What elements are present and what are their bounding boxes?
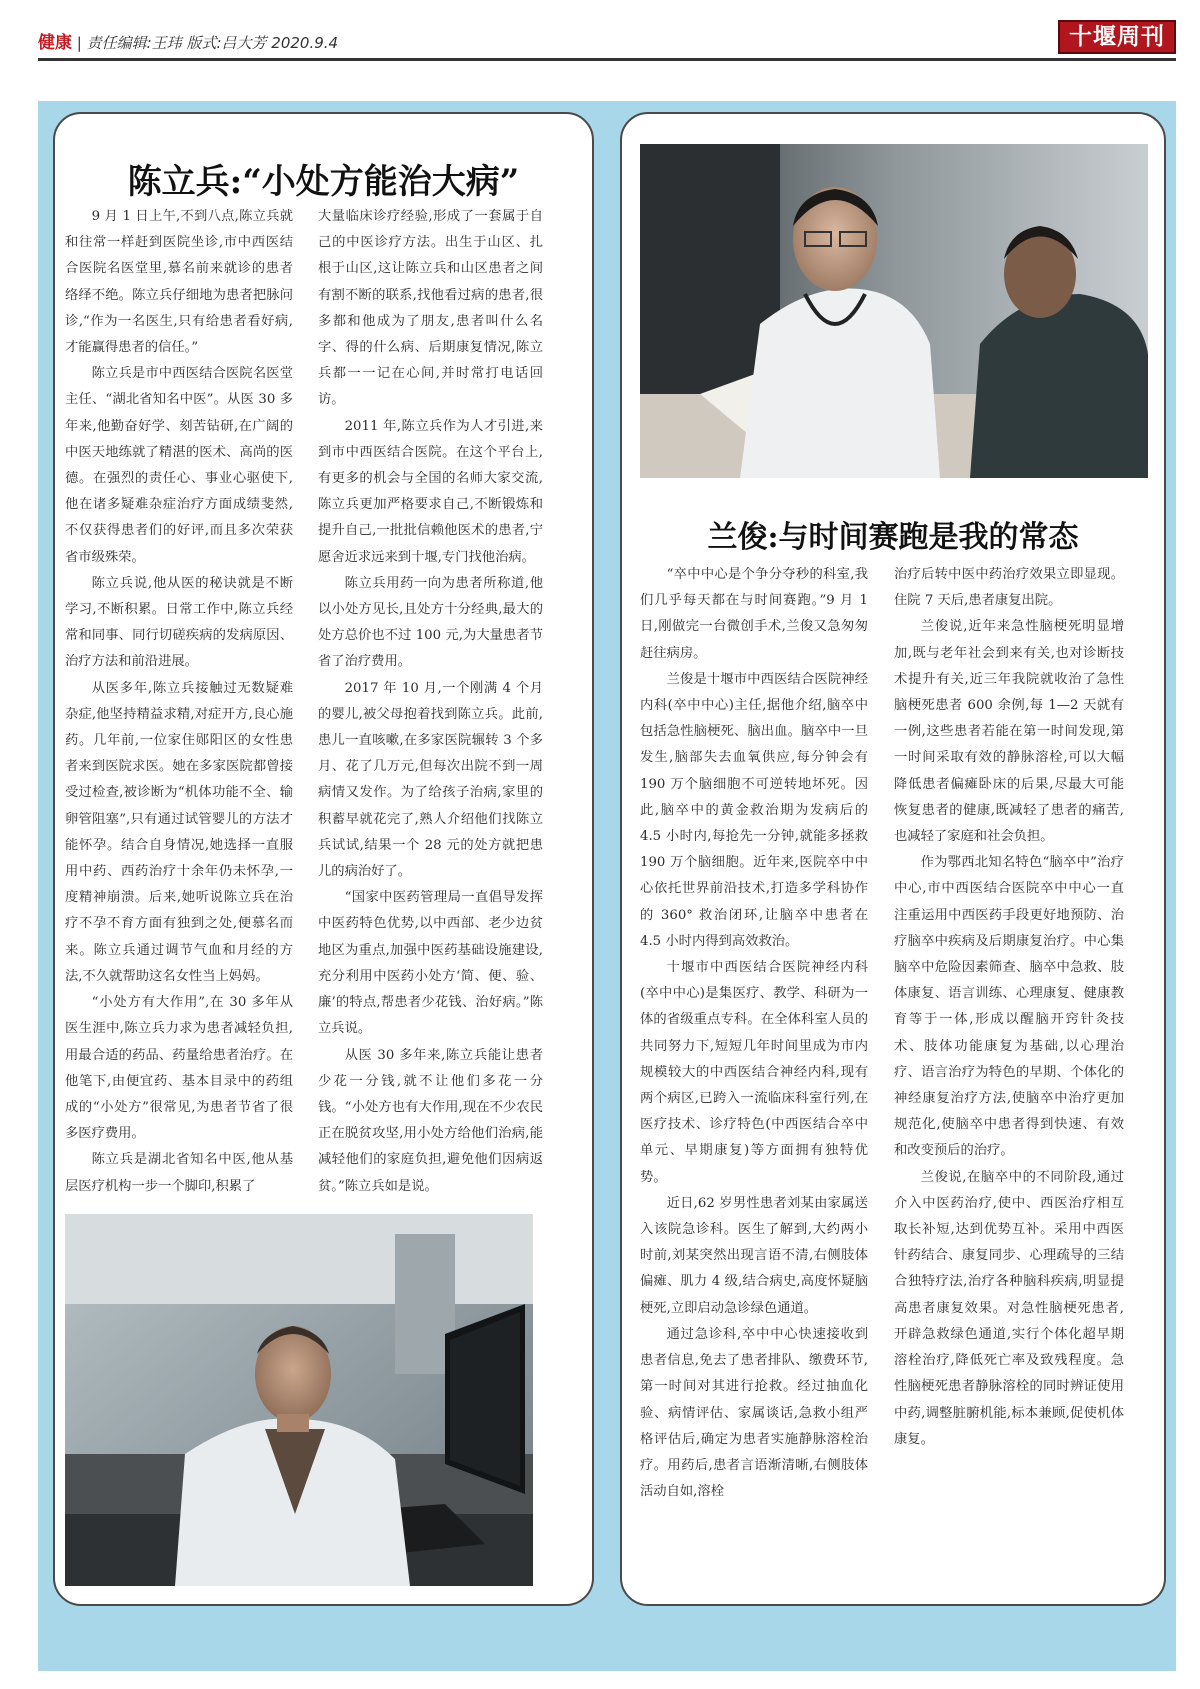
issue-date: 2020.9.4 [271,34,339,52]
article-lan-title: 兰俊:与时间赛跑是我的常态 [707,520,1079,555]
header-rule [38,58,1176,61]
paragraph: 兰俊说,在脑卒中的不同阶段,通过介入中医药治疗,使中、西医治疗相互取长补短,达到优势互补。采用中西医针药结合、康复同步、心理疏导的三结合独特疗法,治疗各种脑科疾病,明显提高患者康复效果。对急性脑梗死患者,开辟急救绿色通道,实行个体化超早期溶栓治疗,降低死亡率及致残程度。急性脑梗死患者静脉溶栓的同时辨证使用中药,调整脏腑机能,标本兼顾,促使机体康复。 [894,1169,1124,1447]
paragraph: 从医 30 多年来,陈立兵能让患者少花一分钱,就不让他们多花一分钱。“小处方也有大作用,现在不少农民正在脱贫攻坚,用小处方给他们治病,能减轻他们的家庭负担,避免他们因病返贫。”陈立兵如是说。 [318,1047,543,1194]
article-lan-panel [620,112,1166,1606]
article-chen-column-2 [318,204,543,1200]
paragraph: 从医多年,陈立兵接触过无数疑难杂症,他坚持精益求精,对症开方,良心施药。几年前,一位家住郧阳区的女性患者来到医院求医。她在多家医院都曾接受过检查,被诊断为“机体功能不全、输卵管阻塞”,只有通过试管婴儿的方法才能怀孕。结合自身情况,她选择一直服用中药、西药治疗十余年仍未怀孕,一度精神崩溃。后来,她听说陈立兵在治疗不孕不育方面有独到之处,便慕名而来。陈立兵通过调节气血和月经的方法,不久就帮助这名女性当上妈妈。 [65,680,293,984]
paragraph: 2017 年 10 月,一个刚满 4 个月的婴儿,被父母抱着找到陈立兵。此前,患儿一直咳嗽,在多家医院辗转 3 个多月、花了几万元,但每次出院不到一周病情又发作。为了给孩子治病,家里的积蓄早就花完了,熟人介绍他们找陈立兵试试,结果一个 28 元的处方就把患儿的病治好了。 [318,680,543,880]
article-chen-column-1 [65,204,293,1200]
paragraph: 陈立兵用药一向为患者所称道,他以小处方见长,且处方十分经典,最大的处方总价也不过 100 元,为大量患者节省了治疗费用。 [318,575,543,670]
section-name: 健康 [38,33,72,53]
brand-logo: 十堰周刊 [1058,20,1176,54]
doctor-lan-photo [640,144,1148,478]
article-lan-column-2 [894,562,1124,1453]
paragraph: 治疗后转中医中药治疗效果立即显现。住院 7 天后,患者康复出院。 [894,567,1124,609]
paragraph: “卒中中心是个争分夺秒的科室,我们几乎每天都在与时间赛跑。”9 月 1 日,刚做完一台微创手术,兰俊又急匆匆赶往病房。 [640,567,868,661]
paragraph: 通过急诊科,卒中中心快速接收到患者信息,免去了患者排队、缴费环节,第一时间对其进行抢救。经过抽血化验、病情评估、家属谈话,急救小组严格评估后,确定为患者实施静脉溶栓治疗。用药后,患者言语渐清晰,右侧肢体活动自如,溶栓 [640,1326,868,1500]
editor-credit: 责任编辑:王玮 [86,34,182,52]
article-lan-column-1 [640,562,868,1505]
article-chen-title: 陈立兵:“小处方能治大病” [127,162,520,202]
layout-credit: 版式:吕大芳 [186,34,267,52]
article-chen-panel [53,112,594,1606]
paragraph: 作为鄂西北知名特色“脑卒中”治疗中心,市中西医结合医院卒中中心一直注重运用中西医药手段更好地预防、治疗脑卒中疾病及后期康复治疗。中心集脑卒中危险因素筛查、脑卒中急救、肢体康复、语言训练、心理康复、健康教育等于一体,形成以醒脑开窍针灸技术、肢体功能康复为基础,以心理治疗、语言治疗为特色的早期、个体化的神经康复治疗方法,使脑卒中治疗更加规范化,使脑卒中患者得到快速、有效和改变预后的治疗。 [894,855,1124,1159]
paragraph: 陈立兵是市中西医结合医院名医堂主任、“湖北省知名中医”。从医 30 多年来,他勤奋好学、刻苦钻研,在广阔的中医天地练就了精湛的医术、高尚的医德。在强烈的责任心、事业心驱使下,他在诸多疑难杂症治疗方面成绩斐然,不仅获得患者们的好评,而且多次荣获省市级殊荣。 [65,366,293,565]
paragraph: “小处方有大作用”,在 30 多年从医生涯中,陈立兵力求为患者减轻负担,用最合适的药品、药量给患者治疗。在他笔下,由便宜药、基本目录中的药组成的“小处方”很常见,为患者节省了很多医疗费用。 [65,995,293,1142]
paragraph: 2011 年,陈立兵作为人才引进,来到市中西医结合医院。在这个平台上,有更多的机会与全国的名师大家交流,陈立兵更加严格要求自己,不断锻炼和提升自己,一批批信赖他医术的患者,宁愿舍近求远来到十堰,专门找他治病。 [318,418,543,565]
paragraph: 陈立兵说,他从医的秘诀就是不断学习,不断积累。日常工作中,陈立兵经常和同事、同行切磋疾病的发病原因、治疗方法和前沿进展。 [65,575,293,670]
paragraph: “国家中医药管理局一直倡导发挥中医药特色优势,以中西部、老少边贫地区为重点,加强中医药基础设施建设,充分利用中医药小处方‘简、便、验、廉’的特点,帮患者少花钱、治好病。”陈立兵说。 [318,890,543,1037]
page-header [0,0,1200,90]
paragraph: 十堰市中西医结合医院神经内科(卒中中心)是集医疗、教学、科研为一体的省级重点专科。在全体科室人员的共同努力下,短短几年时间里成为市内规模较大的中西医结合神经内科,现有两个病区,已跨入一流临床科室行列,在医疗技术、诊疗特色(中西医结合卒中单元、早期康复)等方面拥有独特优势。 [640,960,868,1185]
paragraph: 近日,62 岁男性患者刘某由家属送入该院急诊科。医生了解到,大约两小时前,刘某突然出现言语不清,右侧肢体偏瘫、肌力 4 级,结合病史,高度怀疑脑梗死,立即启动急诊绿色通道。 [640,1195,868,1316]
paragraph: 兰俊说,近年来急性脑梗死明显增加,既与老年社会到来有关,也对诊断技术提升有关,近三年我院就收治了急性脑梗死患者 600 余例,每 1—2 天就有一例,这些患者若能在第一时间发现,第一时间采取有效的静脉溶栓,可以大幅降低患者偏瘫卧床的后果,尽最大可能恢复患者的健康,既减轻了患者的痛苦,也减轻了家庭和社会负担。 [894,619,1124,845]
paragraph: 9 月 1 日上午,不到八点,陈立兵就和往常一样赶到医院坐诊,市中西医结合医院名医堂里,慕名前来就诊的患者络绎不绝。陈立兵仔细地为患者把脉问诊,“作为一名医生,只有给患者看好病,才能赢得患者的信任。” [65,209,293,356]
paragraph: 兰俊是十堰市中西医结合医院神经内科(卒中中心)主任,据他介绍,脑卒中包括急性脑梗死、脑出血。脑卒中一旦发生,脑部失去血氧供应,每分钟会有 190 万个脑细胞不可逆转地坏死。因此,脑卒中的黄金救治期为发病后的 4.5 小时内,每抢先一分钟,就能多拯救 190 万个脑细胞。近年来,医院卒中中心依托世界前沿技术,打造多学科协作的 360° 救治闭环,让脑卒中患者在 4.5 小时内得到高效救治。 [640,671,868,949]
paragraph: 陈立兵是湖北省知名中医,他从基层医疗机构一步一个脚印,积累了 [65,1152,293,1194]
header-info [38,28,338,53]
paragraph: 大量临床诊疗经验,形成了一套属于自己的中医诊疗方法。出生于山区、扎根于山区,这让陈立兵和山区患者之间有割不断的联系,找他看过病的患者,很多都和他成为了朋友,患者叫什么名字、得的什么病、后期康复情况,陈立兵都一一记在心间,并时常打电话回访。 [318,209,543,408]
doctor-chen-photo [65,1214,533,1586]
header-separator: | [76,34,87,52]
